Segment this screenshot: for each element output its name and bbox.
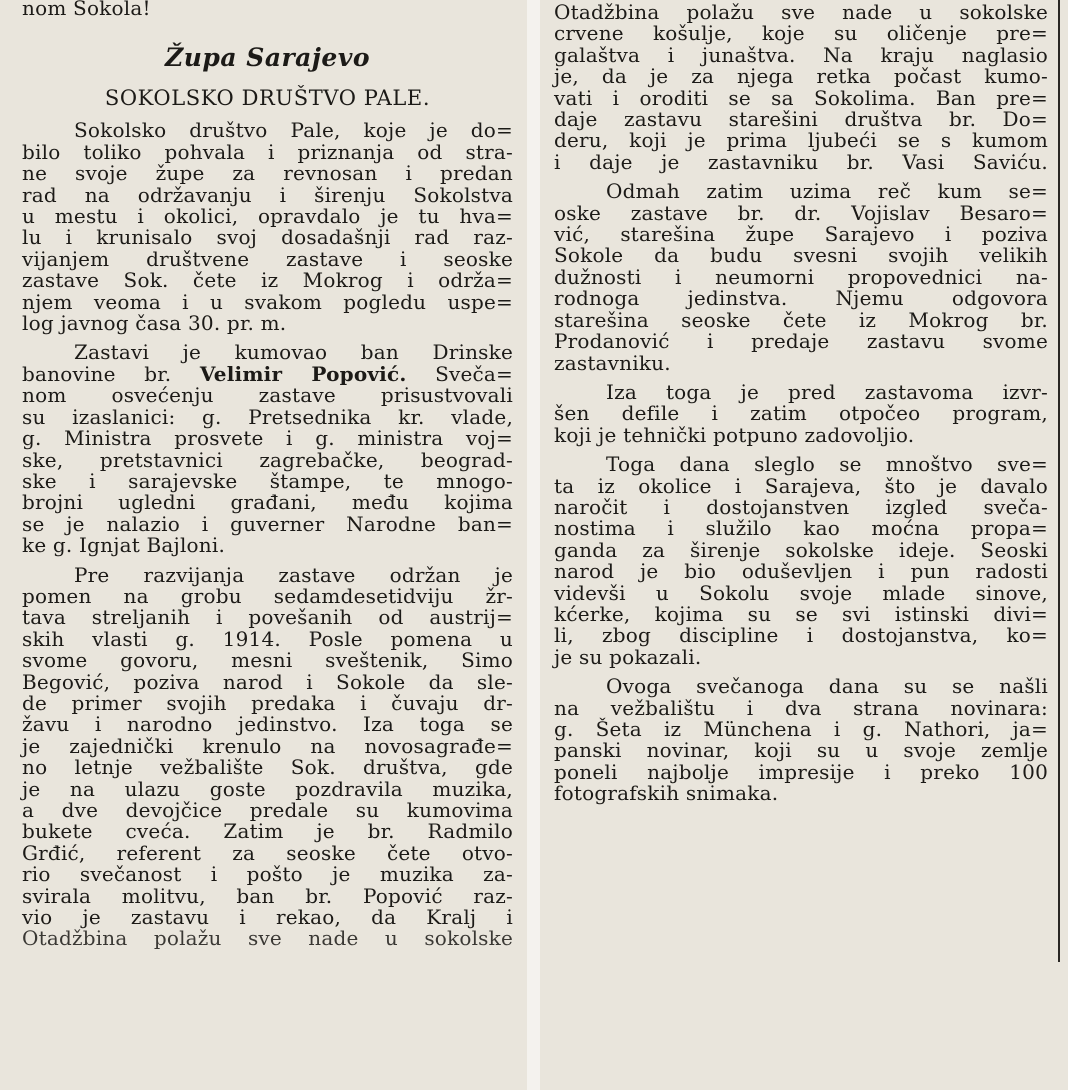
text-line: oske zastave br. dr. Vojislav Besaro=	[554, 200, 1048, 225]
text-line: panski novinar, koji su u svoje zemlje	[554, 738, 1048, 763]
text-line: ganda za širenje sokolske ideje. Seoski	[554, 537, 1048, 562]
text-line: Otadžbina polažu sve nade u sokolske	[554, 0, 1048, 24]
text-line: ta iz okolice i Sarajeva, što je davalo	[554, 473, 1048, 498]
text-line: de primer svojih predaka i čuvaju dr-	[22, 690, 513, 715]
right-paragraph-5	[554, 676, 1048, 804]
text-line: galaštva i junaštva. Na kraju naglasio	[554, 42, 1048, 67]
text-line: videvši u Sokolu svoje mlade sinove,	[554, 580, 1048, 605]
text-line: g. Šeta iz Münchena i g. Nathori, ja=	[554, 717, 1048, 741]
section-heading: Župa Sarajevo	[164, 43, 371, 73]
text-line: narod je bio oduševljen i pun radosti	[554, 559, 1048, 584]
text-line: vić, starešina župe Sarajevo i poziva	[554, 222, 1048, 247]
text-line: deru, koji je prima ljubeći se s kumom	[554, 128, 1048, 153]
text-line: Odmah zatim uzima reč kum se=	[606, 179, 1048, 204]
text-line: poneli najbolje impresije i preko 100	[554, 759, 1048, 784]
text-line: daje zastavu starešini društva br. Do=	[554, 107, 1048, 132]
text-line: brojni ugledni građani, među kojima	[22, 490, 513, 515]
text-line: nom osvećenju zastave prisustvovali	[22, 383, 513, 408]
text-line: zastavniku.	[554, 350, 671, 375]
text-line: Prodanović i predaje zastavu svome	[554, 329, 1048, 354]
text-line: Toga dana sleglo se mnoštvo sve=	[606, 452, 1048, 477]
text-line: rodnoga jedinstva. Njemu odgovora	[554, 286, 1048, 311]
text-line: g. Ministra prosvete i g. ministra voj=	[22, 426, 513, 451]
right-paragraph-4	[554, 454, 1048, 668]
right-paragraph-1	[554, 2, 1048, 173]
text-line: zastave Sok. čete iz Mokrog i održa=	[22, 268, 513, 293]
text-line: crvene košulje, koje su oličenje pre=	[554, 21, 1048, 46]
text-line: njem veoma i u svakom pogledu uspe=	[22, 289, 513, 314]
text-line: žavu i narodno jedinstvo. Iza toga se	[22, 712, 513, 737]
text-line: rio svečanost i pošto je muzika za-	[22, 862, 513, 887]
left-top-fragment: nom Sokola!	[22, 0, 151, 20]
right-column	[540, 0, 1068, 1090]
text-line: u mestu i okolici, opravdalo je tu hva=	[22, 204, 513, 229]
text-line: je na ulazu goste pozdravila muzika,	[22, 776, 513, 801]
text-line: koji je tehnički potpuno zadovoljio.	[554, 422, 915, 447]
text-line: rad na održavanju i širenju Sokolstva	[22, 182, 513, 207]
left-paragraph-2	[22, 342, 513, 556]
text-line: li, zbog discipline i dostojanstva, ko=	[554, 623, 1048, 648]
article-heading: SOKOLSKO DRUŠTVO PALE.	[104, 86, 431, 111]
text-line: i daje je zastavniku br. Vasi Saviću.	[554, 149, 1048, 174]
text-line: naročit i dostojanstven izgled sveča-	[554, 494, 1048, 519]
left-paragraph-1	[22, 120, 513, 334]
text-line: Begović, poziva narod i Sokole da sle-	[22, 669, 513, 694]
text-line: ne svoje župe za revnosan i predan	[22, 161, 513, 186]
text-line: je su pokazali.	[554, 644, 702, 669]
text-line: svome govoru, mesni sveštenik, Simo	[22, 648, 513, 673]
column-gutter	[527, 0, 540, 1090]
text-line: bilo toliko pohvala i priznanja od stra-	[22, 139, 513, 164]
text-line: Sokole da budu svesni svojih velikih	[554, 243, 1048, 268]
left-column	[0, 0, 527, 1090]
column-rule	[1058, 0, 1060, 962]
text-line: Sokolsko društvo Pale, koje je do=	[74, 118, 513, 143]
text-line: je zajednički krenulo na novosagrađe=	[22, 733, 513, 758]
text-line: Pre razvijanja zastave održan je	[74, 562, 513, 587]
text-line: vio je zastavu i rekao, da Kralj i	[22, 905, 513, 930]
text-line: Zastavi je kumovao ban Drinske	[74, 340, 513, 365]
text-line: svirala molitvu, ban br. Popović raz-	[22, 883, 513, 908]
text-line: Ovoga svečanoga dana su se našli	[606, 674, 1048, 699]
text-line: no letnje vežbalište Sok. društva, gde	[22, 755, 513, 780]
text-line: se je nalazio i guverner Narodne ban=	[22, 511, 513, 536]
text-line: ske i sarajevske štampe, te mnogo-	[22, 468, 513, 493]
text-line: fotografskih snimaka.	[554, 781, 779, 806]
text-line: tava streljanih i povešanih od austrij=	[22, 605, 513, 630]
text-line: ke g. Ignjat Bajloni.	[22, 533, 226, 558]
text-line: vati i oroditi se sa Sokolima. Ban pre=	[554, 85, 1048, 110]
text-line: log javnog časa 30. pr. m.	[22, 311, 287, 336]
text-line: ske, pretstavnici zagrebačke, beograd-	[22, 447, 513, 472]
text-line: Iza toga je pred zastavoma izvr-	[606, 379, 1048, 404]
text-line: vijanjem društvene zastave i seoske	[22, 246, 513, 271]
text-line: Grđić, referent za seoske čete otvo-	[22, 840, 513, 865]
text-line: banovine br. Velimir Popović. Sveča=	[22, 361, 513, 386]
text-line: skih vlasti g. 1914. Posle pomena u	[22, 626, 513, 651]
text-line: kćerke, kojima su se svi istinski divi=	[554, 601, 1048, 626]
text-line: pomen na grobu sedamdesetidviju žr-	[22, 583, 513, 608]
text-line: bukete cveća. Zatim je br. Radmilo	[22, 819, 513, 844]
text-line: lu i krunisalo svoj dosadašnji rad raz-	[22, 225, 513, 250]
text-line: je, da je za njega retka počast kumo-	[554, 64, 1048, 89]
left-paragraph-3	[22, 562, 513, 951]
text-line: Otadžbina polažu sve nade u sokolske	[22, 926, 513, 951]
text-line: su izaslanici: g. Pretsednika kr. vlade,	[22, 404, 513, 429]
text-line: dužnosti i neumorni propovednici na-	[554, 264, 1048, 289]
text-line: nostima i služilo kao moćna propa=	[554, 516, 1048, 541]
right-paragraph-2	[554, 181, 1048, 374]
text-line: a dve devojčice predale su kumovima	[22, 798, 513, 822]
text-line: šen defile i zatim otpočeo program,	[554, 401, 1048, 426]
text-line: na vežbalištu i dva strana novinara:	[554, 695, 1048, 720]
right-paragraph-3	[554, 379, 1048, 447]
bold-name: Velimir Popović.	[199, 361, 407, 386]
text-line: starešina seoske čete iz Mokrog br.	[554, 307, 1048, 332]
